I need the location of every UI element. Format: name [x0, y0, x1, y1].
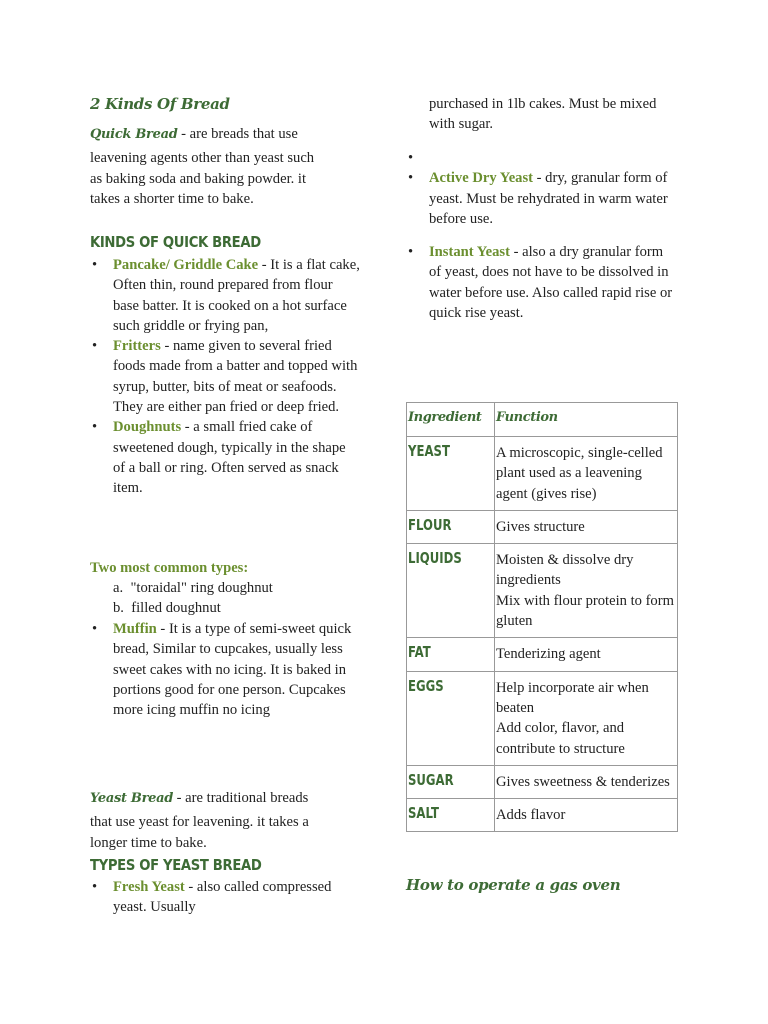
list-item: [90, 417, 360, 498]
function-line: Help incorporate air when beaten: [496, 679, 649, 716]
function-line: Mix with flour protein to form gluten: [496, 592, 674, 630]
table-body: [407, 437, 678, 832]
two-types-heading: Two most common types:: [90, 560, 249, 576]
list-item: [406, 242, 678, 323]
item-term: Active Dry Yeast: [429, 170, 534, 187]
ingredient-cell: [407, 638, 495, 671]
item-term: Fritters: [113, 338, 161, 355]
gas-oven-heading: How to operate a gas oven: [406, 876, 621, 894]
list-item: [113, 578, 273, 598]
function-line: Gives structure: [496, 518, 585, 535]
item-text: - It is a flat cake, Often thin, round prepared from flour base batter. It is cooked on a hot surface such griddle or frying pan,: [113, 257, 360, 334]
item-term: Doughnuts: [113, 419, 182, 436]
two-types-list: [113, 578, 273, 619]
yeast-bread-intro: [90, 788, 365, 853]
function-cell: [495, 544, 678, 638]
header-function: Function: [495, 403, 678, 437]
item-text: - also a dry granular form of yeast, does not have to be dissolved in water before use. Also called rapid rise or quick rise yeast.: [429, 244, 673, 322]
item-text: - dry, granular form of yeast. Must be rehydrated in warm water before use.: [429, 170, 668, 227]
list-item: [90, 877, 335, 918]
quick-bread-text-first: - are breads that use: [177, 126, 298, 142]
ingredient-cell: [407, 437, 495, 511]
ingredient-name: LIQUIDS: [408, 549, 462, 568]
fresh-yeast-continued: purchased in 1lb cakes. Must be mixed with sugar.: [429, 96, 657, 133]
ingredient-cell: [407, 765, 495, 798]
list-marker: b.: [113, 600, 124, 617]
ingredient-function-table: [406, 402, 678, 832]
yeast-bread-term: Yeast Bread: [90, 791, 174, 806]
function-cell: [495, 671, 678, 765]
function-line: Add color, flavor, and contribute to structure: [496, 720, 625, 757]
function-cell: [495, 799, 678, 832]
ingredient-cell: [407, 671, 495, 765]
table-header-row: [407, 403, 678, 437]
function-line: A microscopic, single-celled plant used as a leavening agent (gives rise): [496, 445, 663, 502]
item-term: Pancake/ Griddle Cake: [113, 257, 259, 273]
item-text: - a small fried cake of sweetened dough, typically in the shape of a ball or ring. Often served as snack item.: [113, 419, 346, 497]
function-cell: [495, 510, 678, 543]
empty-list-item: [406, 148, 678, 168]
list-text: filled doughnut: [131, 600, 221, 617]
table-row: [407, 671, 678, 765]
quick-bread-list: [90, 255, 360, 499]
yeast-type-list-continued: [406, 148, 678, 323]
list-item: [90, 336, 360, 417]
page-title: 2 Kinds Of Bread: [90, 95, 230, 113]
list-item: [90, 255, 360, 336]
yeast-type-list: [90, 877, 335, 918]
quick-bread-intro: [90, 124, 365, 209]
ingredient-cell: [407, 510, 495, 543]
item-text: - It is a type of semi-sweet quick bread, Similar to cupcakes, usually less sweet cakes with no icing. It is baked in portions good for one person. Cupcakes more icing muffin no icing: [113, 621, 352, 719]
header-ingredient: Ingredient: [407, 403, 495, 437]
item-text: - name given to several fried foods made from a batter and topped with syrup, butter, bits of meat or seafoods. They are either pan fried or deep fried.: [113, 338, 358, 416]
quick-bread-term: Quick Bread: [90, 127, 178, 142]
item-term: Muffin: [113, 621, 157, 637]
list-marker: a.: [113, 580, 124, 596]
function-line: Moisten & dissolve dry ingredients: [496, 552, 634, 589]
table-row: [407, 544, 678, 638]
yeast-bread-text-first: - are traditional breads: [173, 790, 309, 806]
types-yeast-bread-heading: TYPES OF YEAST BREAD: [90, 856, 262, 874]
ingredient-name: FAT: [408, 643, 431, 662]
quick-bread-text-rest: leavening agents other than yeast such as baking soda and baking powder. it takes a shorter time to bake.: [90, 150, 315, 207]
item-term: Instant Yeast: [429, 244, 510, 261]
ingredient-cell: [407, 799, 495, 832]
table-row: [407, 510, 678, 543]
ingredient-name: SUGAR: [408, 770, 454, 789]
ingredient-name: SALT: [408, 804, 439, 823]
yeast-bread-text-rest: that use yeast for leavening. it takes a longer time to bake.: [90, 814, 309, 851]
ingredient-name: EGGS: [408, 676, 444, 695]
function-cell: [495, 437, 678, 511]
item-text: - also called compressed yeast. Usually: [113, 879, 332, 916]
table-row: [407, 799, 678, 832]
function-line: Adds flavor: [496, 807, 566, 824]
function-line: Gives sweetness & tenderizes: [496, 773, 670, 790]
list-item: [406, 168, 678, 229]
ingredient-name: YEAST: [408, 442, 450, 460]
function-line: Tenderizing agent: [496, 646, 601, 663]
table-row: [407, 765, 678, 798]
kinds-quick-bread-heading: KINDS OF QUICK BREAD: [90, 233, 261, 251]
muffin-list: [90, 619, 352, 720]
list-item: [113, 598, 273, 618]
list-item: [90, 619, 352, 720]
table-row: [407, 437, 678, 511]
function-cell: [495, 638, 678, 671]
item-term: Fresh Yeast: [113, 879, 185, 895]
table-row: [407, 638, 678, 671]
list-text: "toraidal" ring doughnut: [130, 580, 273, 596]
ingredient-name: FLOUR: [408, 515, 452, 534]
function-cell: [495, 765, 678, 798]
ingredient-cell: [407, 544, 495, 638]
